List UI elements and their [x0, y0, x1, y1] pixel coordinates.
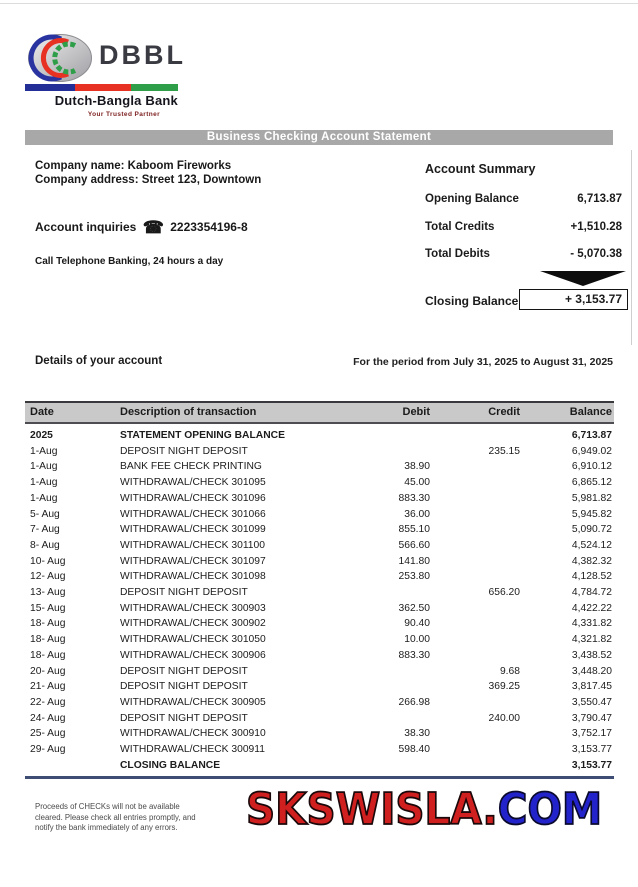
cell-debit: 855.10	[398, 524, 430, 536]
cell-desc: CLOSING BALANCE	[120, 759, 221, 771]
cell-date: 22- Aug	[30, 696, 66, 708]
cell-credit	[430, 648, 520, 664]
company-name-line: Company name: Kaboom Fireworks	[35, 160, 232, 172]
cell-debit	[305, 711, 430, 727]
statement-title-banner: Business Checking Account Statement	[25, 130, 613, 145]
cell-desc: WITHDRAWAL/CHECK 300906	[120, 649, 266, 661]
cell-balance: 6,910.12	[571, 461, 612, 473]
cell-debit	[305, 444, 430, 460]
table-row	[25, 726, 612, 742]
cell-credit: 9.68	[499, 665, 520, 677]
cell-desc: WITHDRAWAL/CHECK 301096	[120, 492, 266, 504]
summary-label: Total Debits	[425, 248, 490, 260]
account-summary	[425, 162, 628, 320]
header-description: Description of transaction	[120, 406, 257, 418]
cell-date: 18- Aug	[30, 634, 66, 646]
summary-right-border	[631, 150, 632, 345]
table-row	[25, 491, 612, 507]
cell-desc: WITHDRAWAL/CHECK 300902	[120, 618, 266, 630]
brand-bar-red	[75, 84, 131, 91]
footer-disclaimer	[35, 802, 245, 834]
cell-debit: 38.90	[404, 461, 430, 473]
cell-desc: DEPOSIT NIGHT DEPOSIT	[120, 445, 248, 457]
cell-debit: 883.30	[398, 649, 430, 661]
table-row	[25, 695, 612, 711]
company-address-line: Company address: Street 123, Downtown	[35, 174, 262, 186]
triangle-down-icon	[540, 271, 626, 286]
cell-desc: WITHDRAWAL/CHECK 301095	[120, 477, 266, 489]
cell-balance: 4,331.82	[571, 618, 612, 630]
cell-balance: 6,949.02	[571, 445, 612, 457]
cell-balance: 3,790.47	[571, 712, 612, 724]
cell-debit: 36.00	[404, 508, 430, 520]
cell-date: 1-Aug	[30, 477, 58, 489]
cell-credit	[430, 507, 520, 523]
cell-balance: 5,945.82	[571, 508, 612, 520]
cell-date: 25- Aug	[30, 728, 66, 740]
cell-desc: WITHDRAWAL/CHECK 301066	[120, 508, 266, 520]
cell-date: 21- Aug	[30, 681, 66, 693]
cell-balance: 3,438.52	[571, 649, 612, 661]
cell-date: 1-Aug	[30, 461, 58, 473]
closing-balance-label: Closing Balance	[425, 294, 519, 308]
cell-date: 24- Aug	[30, 712, 66, 724]
summary-row-opening-balance	[425, 193, 628, 205]
table-row	[25, 507, 612, 523]
cell-credit	[430, 475, 520, 491]
table-row	[25, 679, 612, 695]
header-date: Date	[30, 406, 54, 418]
cell-desc: DEPOSIT NIGHT DEPOSIT	[120, 665, 248, 677]
cell-credit	[430, 428, 520, 444]
table-row	[25, 538, 612, 554]
statement-period: For the period from July 31, 2025 to August 31, 2025	[353, 356, 613, 368]
cell-debit: 598.40	[398, 744, 430, 756]
dbbl-oval-icon	[28, 34, 92, 82]
cell-balance: 4,321.82	[571, 634, 612, 646]
telephone-icon: ☎	[142, 218, 164, 237]
cell-balance: 3,752.17	[571, 728, 612, 740]
cell-desc: DEPOSIT NIGHT DEPOSIT	[120, 587, 248, 599]
cell-credit: 235.15	[488, 445, 520, 457]
watermark-dot: .	[482, 784, 498, 835]
cell-desc: WITHDRAWAL/CHECK 301097	[120, 555, 266, 567]
cell-debit	[305, 585, 430, 601]
cell-balance: 4,382.32	[571, 555, 612, 567]
table-row	[25, 664, 612, 680]
cell-credit: 369.25	[488, 681, 520, 693]
summary-row-total-debits	[425, 248, 628, 260]
cell-credit: 656.20	[488, 587, 520, 599]
cell-date: 12- Aug	[30, 571, 66, 583]
cell-desc: WITHDRAWAL/CHECK 300905	[120, 696, 266, 708]
cell-balance: 5,981.82	[571, 492, 612, 504]
summary-value: - 5,070.38	[570, 248, 622, 260]
cell-balance: 4,422.22	[571, 602, 612, 614]
cell-credit	[430, 601, 520, 617]
cell-debit: 90.40	[404, 618, 430, 630]
summary-label: Total Credits	[425, 221, 495, 233]
cell-debit: 883.30	[398, 492, 430, 504]
cell-desc: WITHDRAWAL/CHECK 300903	[120, 602, 266, 614]
dbbl-logo-icon	[28, 34, 92, 87]
table-row	[25, 742, 612, 758]
summary-label: Opening Balance	[425, 193, 519, 205]
cell-debit	[305, 664, 430, 680]
cell-balance: 6,713.87	[571, 430, 612, 441]
brand-name: Dutch-Bangla Bank	[54, 93, 178, 108]
cell-date: 20- Aug	[30, 665, 66, 677]
cell-debit: 38.30	[404, 728, 430, 740]
account-inquiries-number: 2223354196-8	[170, 220, 248, 234]
cell-credit	[430, 742, 520, 758]
cell-desc: STATEMENT OPENING BALANCE	[120, 430, 285, 441]
cell-desc: WITHDRAWAL/CHECK 301099	[120, 524, 266, 536]
table-row	[25, 585, 612, 601]
cell-desc: DEPOSIT NIGHT DEPOSIT	[120, 681, 248, 693]
cell-date: 29- Aug	[30, 744, 66, 756]
cell-desc: BANK FEE CHECK PRINTING	[120, 461, 262, 473]
cell-desc: WITHDRAWAL/CHECK 301098	[120, 571, 266, 583]
cell-debit: 266.98	[398, 696, 430, 708]
cell-balance: 4,784.72	[571, 587, 612, 599]
cell-balance: 3,153.77	[571, 744, 612, 756]
table-row	[25, 601, 612, 617]
cell-credit	[430, 758, 520, 774]
brand-abbreviation: DBBL	[99, 40, 186, 70]
cell-credit	[430, 632, 520, 648]
brand-color-bar	[25, 84, 178, 91]
brand-bar-blue	[25, 84, 75, 91]
header-balance: Balance	[569, 406, 612, 418]
summary-value: +1,510.28	[570, 221, 622, 233]
cell-date: 13- Aug	[30, 587, 66, 599]
disclaimer-line: Proceeds of CHECKs will not be available	[35, 802, 180, 811]
cell-date: 8- Aug	[30, 539, 60, 551]
cell-debit	[305, 758, 430, 774]
cell-credit	[430, 491, 520, 507]
transactions-table	[25, 401, 614, 779]
brand-tagline: Your Trusted Partner	[87, 111, 161, 118]
cell-credit	[430, 459, 520, 475]
table-row	[25, 758, 612, 774]
cell-debit: 45.00	[404, 477, 430, 489]
cell-date: 7- Aug	[30, 524, 60, 536]
table-row	[25, 459, 612, 475]
table-header-row	[25, 401, 614, 424]
table-body	[25, 424, 614, 779]
cell-desc: WITHDRAWAL/CHECK 301100	[120, 539, 265, 551]
cell-desc: DEPOSIT NIGHT DEPOSIT	[120, 712, 248, 724]
cell-date: 10- Aug	[30, 555, 66, 567]
cell-credit	[430, 616, 520, 632]
cell-desc: WITHDRAWAL/CHECK 300910	[120, 728, 266, 740]
table-row	[25, 475, 612, 491]
table-row	[25, 428, 612, 444]
cell-debit	[305, 428, 430, 444]
cell-date: 1-Aug	[30, 492, 58, 504]
account-inquiries-label: Account inquiries	[35, 220, 137, 234]
cell-debit: 141.80	[398, 555, 430, 567]
cell-credit	[430, 554, 520, 570]
table-row	[25, 522, 612, 538]
summary-value: 6,713.87	[577, 193, 622, 205]
cell-balance: 5,090.72	[571, 524, 612, 536]
telephone-banking-line: Call Telephone Banking, 24 hours a day	[35, 256, 224, 267]
cell-credit	[430, 695, 520, 711]
cell-date: 1-Aug	[30, 445, 58, 457]
cell-date: 2025	[30, 430, 53, 441]
cell-balance: 4,128.52	[571, 571, 612, 583]
closing-balance-box: + 3,153.77	[519, 289, 628, 310]
table-row	[25, 648, 612, 664]
disclaimer-line: cleared. Please check all entries promptly, and	[35, 812, 196, 822]
cell-date	[25, 758, 115, 774]
cell-credit	[430, 522, 520, 538]
header-debit: Debit	[402, 406, 430, 418]
cell-balance: 4,524.12	[571, 539, 612, 551]
cell-desc: WITHDRAWAL/CHECK 300911	[120, 744, 265, 756]
cell-debit: 253.80	[398, 571, 430, 583]
cell-balance: 3,550.47	[571, 696, 612, 708]
table-row	[25, 632, 612, 648]
cell-debit: 362.50	[398, 602, 430, 614]
details-heading: Details of your account	[35, 355, 163, 367]
watermark-part2: COM	[497, 784, 603, 835]
table-row	[25, 444, 612, 460]
header-credit: Credit	[488, 406, 520, 418]
cell-date: 18- Aug	[30, 618, 66, 630]
cell-debit	[305, 679, 430, 695]
table-row	[25, 554, 612, 570]
company-info	[35, 159, 261, 187]
cell-debit: 566.60	[398, 539, 430, 551]
cell-balance: 3,448.20	[571, 665, 612, 677]
cell-credit	[430, 726, 520, 742]
cell-date: 5- Aug	[30, 508, 60, 520]
account-inquiries-line	[35, 218, 248, 238]
disclaimer-line: notify the bank immediately of any errors.	[35, 823, 178, 832]
cell-debit: 10.00	[404, 634, 430, 646]
table-row	[25, 711, 612, 727]
table-row	[25, 569, 612, 585]
table-row	[25, 616, 612, 632]
cell-balance: 3,817.45	[571, 681, 612, 693]
top-divider	[0, 3, 638, 4]
cell-date: 15- Aug	[30, 602, 66, 614]
cell-credit: 240.00	[488, 712, 520, 724]
summary-row-total-credits	[425, 221, 628, 233]
cell-balance: 3,153.77	[571, 759, 612, 771]
watermark-part1: SKSWISLA	[246, 784, 483, 835]
cell-date: 18- Aug	[30, 649, 66, 661]
watermark-text	[246, 784, 607, 835]
account-summary-title: Account Summary	[425, 162, 536, 176]
brand-bar-green	[131, 84, 178, 91]
cell-balance: 6,865.12	[571, 477, 612, 489]
cell-desc: WITHDRAWAL/CHECK 301050	[120, 634, 266, 646]
cell-credit	[430, 569, 520, 585]
cell-credit	[430, 538, 520, 554]
